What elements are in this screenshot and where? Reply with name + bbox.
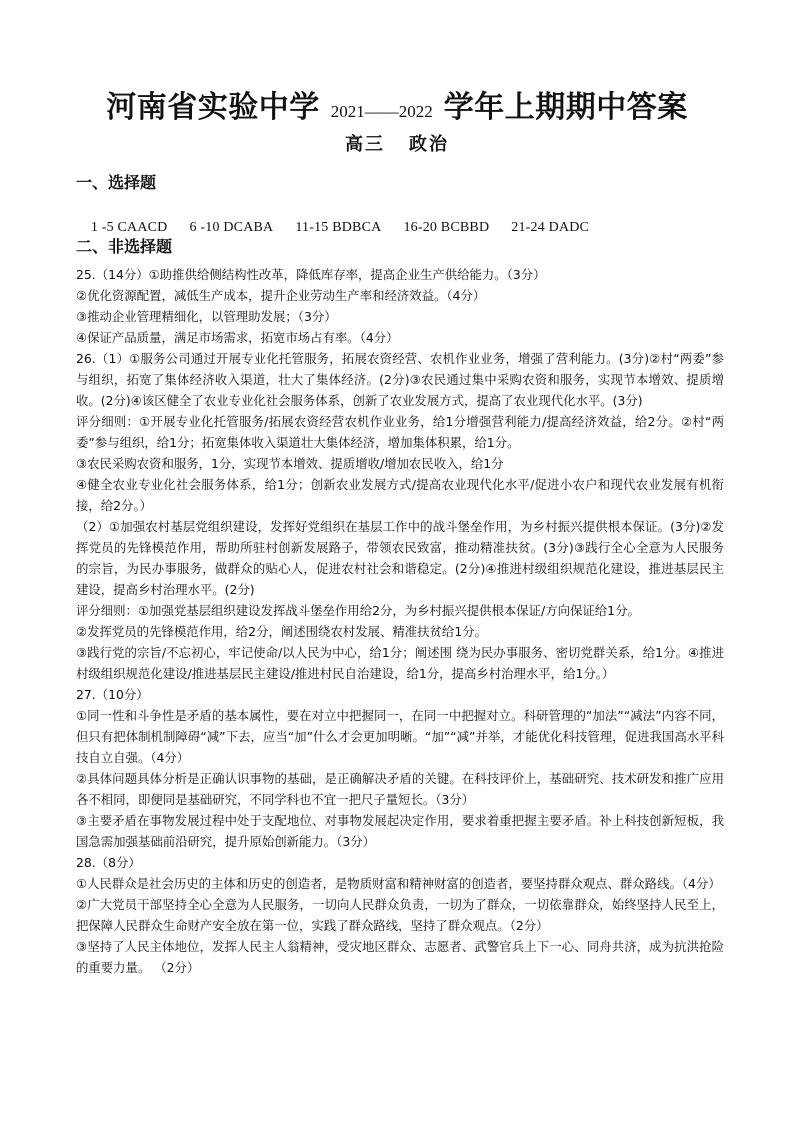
answer-group: 16-20 BCBBD xyxy=(403,220,490,235)
answer-line: ③主要矛盾在事物发展过程中处于支配地位、对事物发展起决定作用，要求着重把握主要矛盾。补上科技创新短板，我国急需加强基础前沿研究，提升原始创新能力。（3分） xyxy=(76,813,724,849)
page-title xyxy=(0,82,794,126)
answer-line: ③践行党的宗旨/不忘初心，牢记使命/以人民为中心，给1分；阐述围 绕为民办事服务、密切党群关系，给1分。④推进村级组织规范化建设/推进基层民主建设/推进村民自治建设，给1分，提高乡村治理水平，给1分。） xyxy=(76,645,724,681)
section-heading-nonchoice: 二、非选择题 xyxy=(76,237,173,256)
title-years: 2021——2022 xyxy=(330,102,433,121)
title-term: 学年上期期中答案 xyxy=(443,90,688,125)
answer-line: ②优化资源配置，减低生产成本，提升企业劳动生产率和经济效益。（4分） xyxy=(76,288,486,303)
title-school: 河南省实验中学 xyxy=(106,90,320,125)
answer-line: 28.（8分） xyxy=(76,855,141,870)
answer-group: 6 -10 DCABA xyxy=(189,220,274,235)
answer-line: ②发挥党员的先锋模范作用，给2分，阐述围绕农村发展、精准扶贫给1分。 xyxy=(76,624,487,639)
answer-line: ②广大党员干部坚持全心全意为人民服务，一切向人民群众负责，一切为了群众，一切依靠群众，始终坚持人民至上，把保障人民群众生命财产安全放在第一位，实践了群众路线，坚持了群众观点。（2分） xyxy=(76,897,724,933)
answer-line: ②具体问题具体分析是正确认识事物的基础，是正确解决矛盾的关键。在科技评价上，基础研究、技术研发和推广应用各不相同，即便同是基础研究，不同学科也不宜一把尺子量短长。（3分） xyxy=(76,771,724,807)
subtitle-grade: 高三 xyxy=(345,134,385,155)
subtitle-subject: 政治 xyxy=(409,134,449,155)
answer-line: ①同一性和斗争性是矛盾的基本属性，要在对立中把握同一，在同一中把握对立。科研管理的“加法”“减法”内容不同，但只有把体制机制障碍“减”下去，应当“加”什么才会更加明晰。“加”“减”并举，才能优化科技管理，促进我国高水平科技自立自强。（4分） xyxy=(76,708,724,765)
answer-line: 评分细则：①加强党基层组织建设发挥战斗堡垒作用给2分，为乡村振兴提供根本保证/方向保证给1分。 xyxy=(76,603,640,618)
answer-body xyxy=(76,264,724,978)
answer-group: 11-15 BDBCA xyxy=(295,220,382,235)
answer-line: ④保证产品质量，满足市场需求，拓宽市场占有率。（4分） xyxy=(76,330,399,345)
section-heading-choice: 一、选择题 xyxy=(76,173,157,192)
answer-line: ③推动企业管理精细化，以管理助发展；（3分） xyxy=(76,309,337,324)
answer-line: ③农民采购农资和服务，1分，实现节本增效、提质增收/增加农民收入，给1分 xyxy=(76,456,504,471)
answer-line: （2）①加强农村基层党组织建设，发挥好党组织在基层工作中的战斗堡垒作用，为乡村振兴提供根本保证。(3分)②发挥党员的先锋模范作用，帮助所驻村创新发展路子，带领农民致富，推动精准扶贫。(3分)③践行全心全意为人民服务的宗旨，为民办事服务，做群众的贴心人，促进农村社会和谐稳定。(2分)④推进村级组织规范化建设，推进基层民主建设，提高乡村治理水平。(2分) xyxy=(76,519,724,597)
answer-line: 25.（14分）①助推供给侧结构性改革，降低库存率，提高企业生产供给能力。（3分） xyxy=(76,267,546,282)
answer-line: ④健全农业专业化社会服务体系，给1分；创新农业发展方式/提高农业现代化水平/促进小农户和现代农业发展有机衔接，给2分。） xyxy=(76,477,724,513)
answer-group: 1 -5 CAACD xyxy=(90,220,168,235)
page-subtitle xyxy=(0,130,794,156)
answer-line: ①人民群众是社会历史的主体和历史的创造者，是物质财富和精神财富的创造者，要坚持群众观点、群众路线。（4分） xyxy=(76,876,721,891)
answer-line: ③坚持了人民主体地位，发挥人民主人翁精神，受灾地区群众、志愿者、武警官兵上下一心、同舟共济，成为抗洪抢险的重要力量。 （2分） xyxy=(76,939,724,975)
answer-line: 27.（10分） xyxy=(76,687,149,702)
answer-line: 26.（1）①服务公司通过开展专业化托管服务，拓展农资经营、农机作业业务，增强了营利能力。(3分)②村“两委”参与组织，拓宽了集体经济收入渠道，壮大了集体经济。(2分)③农民通过集中采购农资和服务，实现节本增效、提质增收。(2分)④该区健全了农业专业化社会服务体系，创新了农业发展方式，提高了农业现代化水平。(3分) xyxy=(76,351,724,408)
answer-line: 评分细则：①开展专业化托管服务/拓展农资经营农机作业业务，给1分增强营利能力/提高经济效益，给2分。②村“两委”参与组织，给1分；拓宽集体收入渠道壮大集体经济，增加集体积累，给1分。 xyxy=(76,414,724,450)
answer-group: 21-24 DADC xyxy=(511,220,590,235)
